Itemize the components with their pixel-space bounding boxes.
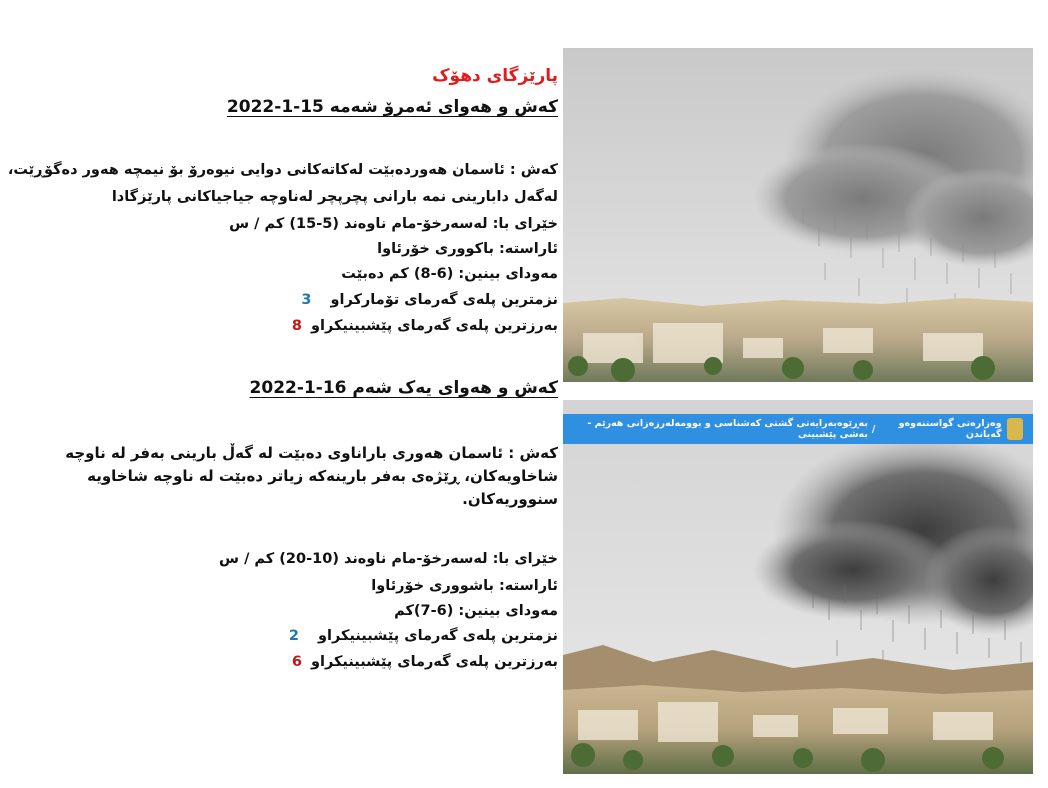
department-name: بەڕێوەبەرایەتی گشتی کەشناسی و بوومەلەرزەزانی هەرێم - بەشی پێشبینی bbox=[587, 418, 868, 440]
province-title: پارێزگای دهۆک bbox=[432, 66, 558, 86]
kurdistan-emblem-icon bbox=[1007, 418, 1023, 440]
day1-wind: خێرای با: لەسەرخۆ-مام ناوەند (5-15) کم / س bbox=[229, 216, 558, 232]
day2-max-label: بەرزترین پلەی گەرمای پێشبینیکراو bbox=[311, 654, 558, 670]
day1-direction: ئاراستە: باکووری خۆرئاوا bbox=[377, 241, 558, 257]
day2-visibility: مەودای بینین: (6-7)کم bbox=[394, 603, 558, 619]
day2-max-temp bbox=[292, 654, 558, 670]
weather-illustration-day2 bbox=[563, 400, 1033, 774]
day2-min-label: نزمترین پلەی گەرمای پێشبینیکراو bbox=[318, 628, 558, 644]
day2-direction: ئاراستە: باشووری خۆرئاوا bbox=[371, 578, 558, 594]
day2-heading: کەش و هەوای یەک شەم 16-1-2022 bbox=[249, 378, 558, 398]
day2-wind: خێرای با: لەسەرخۆ-مام ناوەند (10-20) کم / س bbox=[219, 551, 558, 567]
day2-max-value: 6 bbox=[291, 654, 302, 670]
day1-min-label: نزمترین پلەی گەرمای تۆمارکراو bbox=[330, 292, 558, 308]
day2-min-value: 2 bbox=[288, 628, 299, 644]
day1-max-label: بەرزترین پلەی گەرمای پێشبینیکراو bbox=[311, 318, 558, 334]
ministry-banner bbox=[563, 414, 1033, 444]
day1-heading: کەش و هەوای ئەمرۆ شەمە 15-1-2022 bbox=[226, 97, 558, 117]
banner-separator: / bbox=[871, 423, 876, 435]
day2-condition: کەش : ئاسمان هەوری باراناوی دەبێت لە گەڵ بارینی بەفر لە ناوچە شاخاویەکان، ڕێژەی بەفر بارینەکە زیاتر دەبێت لە ناوچە شاخاویە سنووریەکان. bbox=[65, 444, 558, 508]
day1-visibility: مەودای بینین: (6-8) کم دەبێت bbox=[341, 266, 558, 282]
weather-illustration-day1 bbox=[563, 48, 1033, 382]
day1-min-value: 3 bbox=[301, 292, 312, 308]
day1-condition-line1: کەش : ئاسمان هەوردەبێت لەکاتەکانی دوایی نیوەرۆ بۆ نیمچە هەور دەگۆڕێت، bbox=[7, 162, 558, 178]
day1-max-temp bbox=[292, 318, 558, 334]
day1-max-value: 8 bbox=[291, 318, 302, 334]
day1-min-temp bbox=[301, 292, 558, 308]
day1-condition-line2: لەگەل دابارینی نمە بارانی پچرپچر لەناوچە جیاجیاکانی پارێزگادا bbox=[111, 189, 558, 205]
ministry-name: وەزارەتی گواستنەوەو گەیاندن bbox=[898, 418, 1002, 440]
day2-min-temp bbox=[289, 628, 558, 644]
